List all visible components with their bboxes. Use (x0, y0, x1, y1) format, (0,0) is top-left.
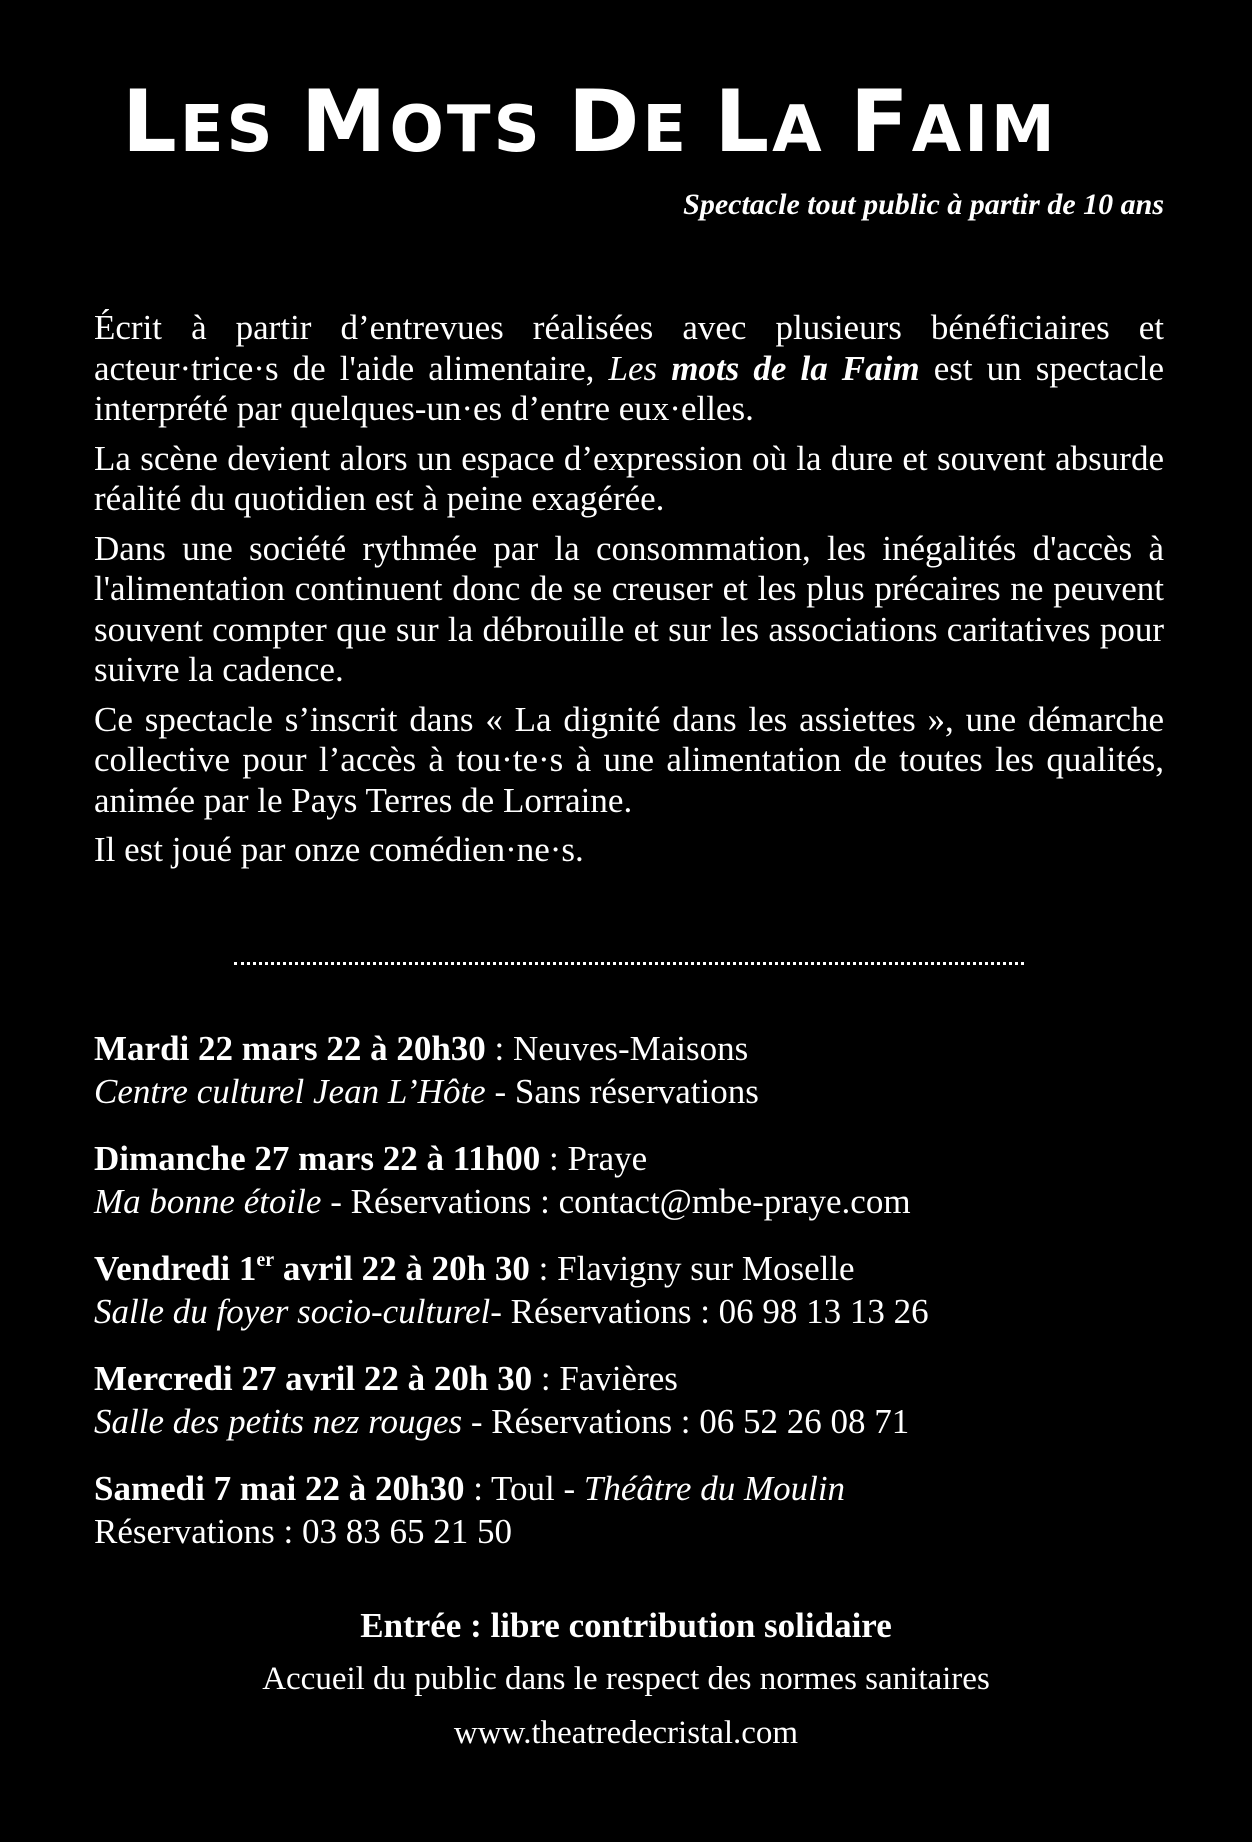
event-venue: Ma bonne étoile (94, 1181, 322, 1221)
event-item (94, 1028, 1174, 1113)
description-paragraph-5: Il est joué par onze comédien·ne·s. (94, 830, 584, 869)
event-date: Mercredi 27 avril 22 à 20h 30 (94, 1359, 533, 1398)
event-item (94, 1468, 1174, 1553)
paragraph-text: Écrit à partir d’entrevues réalisées avec plusieurs bénéficiaires et acteur·trice·s de l'aide alimentaire, (94, 308, 1164, 388)
sanitary-note: Accueil du public dans le respect des normes sanitaires (262, 1661, 990, 1697)
description-paragraph-4: Ce spectacle s’inscrit dans « La dignité dans les assiettes », une démarche collective pour l’accès à tou·te·s à une alimentation de toutes les qualités, animée par le Pays Terres de Lorraine. (94, 699, 1164, 820)
event-info: - Réservations : 06 52 26 08 71 (462, 1401, 910, 1441)
event-place: : Neuves-Maisons (485, 1029, 749, 1068)
event-date: Dimanche 27 mars 22 à 11h00 (94, 1139, 541, 1178)
event-date-ordinal: er (256, 1249, 275, 1271)
event-place: : Praye (540, 1139, 648, 1178)
description-paragraph-3: Dans une société rythmée par la consommation, les inégalités d'accès à l'alimentation continuent donc de se creuser et les plus précaires ne peuvent souvent compter que sur la débrouille et sur les associations caritatives pour suivre la cadence. (94, 528, 1164, 689)
title-letter: L (714, 72, 773, 172)
title-word-part: A (772, 93, 850, 167)
dotted-divider (234, 962, 1024, 965)
flyer-footer (0, 1600, 1252, 1760)
admission-note: Entrée : libre contribution solidaire (360, 1606, 892, 1645)
title-letter: L (122, 72, 180, 172)
event-info: - Réservations : 06 98 13 13 26 (490, 1291, 929, 1331)
event-date: Mardi 22 mars 22 à 20h30 (94, 1029, 486, 1068)
event-info: - Réservations : contact@mbe-praye.com (321, 1181, 911, 1221)
show-title (122, 72, 1140, 172)
description-paragraph-1 (94, 308, 1164, 430)
event-place: : Favières (532, 1359, 678, 1398)
event-place: : Flavigny sur Moselle (529, 1249, 855, 1288)
event-place: : Toul - (464, 1469, 584, 1508)
title-word-part: AIM (911, 93, 1058, 167)
event-item (94, 1138, 1174, 1223)
show-name-italic: Les (608, 348, 672, 388)
title-letter: F (849, 72, 912, 172)
title-word-part: OTS (389, 93, 568, 167)
event-venue: Salle des petits nez rouges (94, 1401, 463, 1441)
event-date (94, 1249, 530, 1288)
event-venue: Salle du foyer socio-culturel (94, 1291, 491, 1331)
event-venue: Centre culturel Jean L’Hôte (94, 1071, 486, 1111)
performance-dates (94, 1028, 1174, 1578)
event-date-part: avril 22 à 20h 30 (274, 1249, 530, 1288)
description (94, 308, 1164, 880)
event-item (94, 1248, 1174, 1333)
title-letter: D (567, 72, 643, 172)
title-word-part: E (642, 93, 715, 167)
event-date-part: Vendredi 1 (94, 1249, 257, 1288)
event-info: Réservations : 03 83 65 21 50 (94, 1511, 513, 1551)
description-paragraph-2: La scène devient alors un espace d’expression où la dure et souvent absurde réalité du quotidien est à peine exagérée. (94, 438, 1164, 518)
event-info: - Sans réservations (485, 1071, 759, 1111)
title-letter: M (300, 72, 390, 172)
paragraph-text: est un spectacle interprété par quelques-un·es d’entre eux·elles. (94, 348, 1165, 428)
audience-subtitle: Spectacle tout public à partir de 10 ans (683, 188, 1164, 221)
website-url: www.theatredecristal.com (453, 1715, 799, 1751)
event-item (94, 1358, 1174, 1443)
title-word-part: ES (179, 93, 301, 167)
show-name-bold-italic: mots de la Faim (671, 348, 920, 388)
event-date: Samedi 7 mai 22 à 20h30 (94, 1469, 465, 1508)
event-venue: Théâtre du Moulin (583, 1469, 846, 1508)
